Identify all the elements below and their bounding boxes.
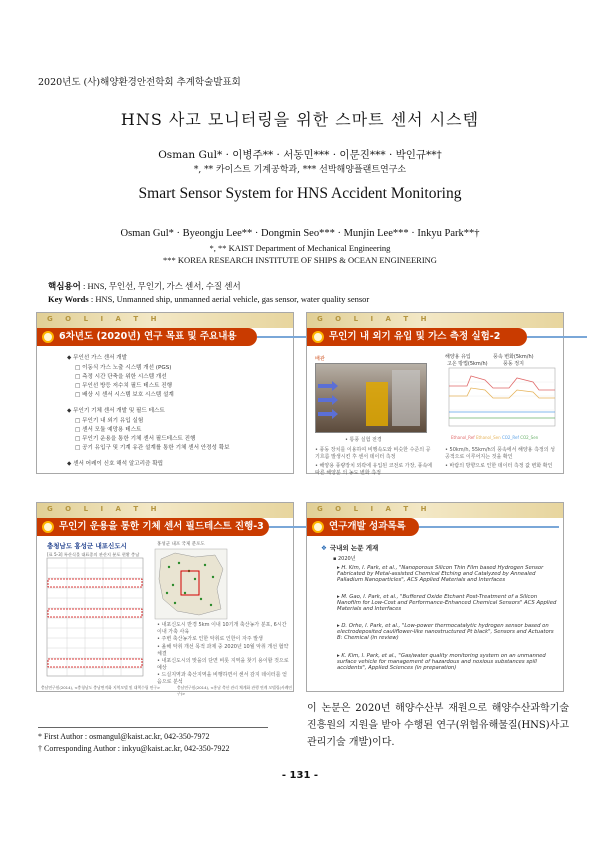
arrow-icons — [316, 364, 428, 434]
page-number: - 131 - — [281, 770, 319, 781]
affiliation-english-2: *** KOREA RESEARCH INSTITUTE OF SHIPS & OCEAN ENGINEERING — [163, 255, 437, 265]
bullet-circle-icon — [312, 331, 324, 343]
reference-item: ▸ H. Kim, I. Park, et al., "Nanoporous Silicon Thin Film based Hydrogen Sensor Fabricated by Metal-assisted Chemical Etching and Catalyzed by Annealed Palladium Nanoparticles", ACS Applied Materials and Interfaces — [337, 565, 544, 583]
footnote-first-author: * First Author : osmangul@kaist.ac.kr, 042-350-7972 — [38, 732, 210, 741]
title-korean: HNS 사고 모니터링을 위한 스마트 센서 시스템 — [120, 110, 480, 129]
slide-title: 무인기 내 외기 유입 및 가스 측정 실험-2 — [329, 331, 501, 342]
authors-korean: Osman Gul* · 이병주** · 서동민*** · 이문진*** · 박인규**† — [158, 149, 442, 161]
experiment-note: • 풍동 장치를 이용하여 비행속도와 비슷한 수준의 공기흐름 발생시킨 후 센서 데이터 측정 — [315, 447, 431, 460]
authors-english: Osman Gul* · Byeongju Lee** · Dongmin Seo*** · Munjin Lee*** · Inkyu Park**† — [120, 228, 480, 239]
slide-title-bar — [307, 518, 419, 536]
slide-banner — [37, 313, 293, 328]
pipe-label: 배관 — [315, 356, 325, 362]
sensor-response-chart — [439, 366, 559, 434]
goal-item: □ 무인기 내 외기 유입 실험 — [75, 418, 144, 424]
title-english: Smart Sensor System for HNS Accident Monitoring — [138, 185, 462, 202]
affiliation-korean: *, ** 카이스트 기계공학과, *** 선박해양플랜트연구소 — [193, 165, 407, 175]
keywords-english — [48, 294, 369, 304]
goal-item: ◆ 센서 어레이 신호 해석 알고리즘 확립 — [67, 461, 164, 467]
chart-label: 고온 방법(5km/h) — [447, 361, 488, 367]
experiment-result: • 바람의 방향으로 인한 데이터 측정 값 변화 확인 — [445, 463, 553, 469]
slide-title: 연구개발 성과목록 — [329, 521, 406, 532]
goal-item: □ 측정 시간 단축을 위한 시스템 개선 — [75, 374, 167, 380]
banner-text: G O L I A T H — [317, 505, 432, 513]
source-left: 충남연구원(2014), <충청남도 충남면적화 지역모델 및 대책수립 연구> — [41, 685, 161, 690]
footnote-divider — [38, 727, 268, 728]
slide-banner — [37, 503, 293, 518]
banner-text: G O L I A T H — [47, 315, 162, 323]
keywords-korean-text: : HNS, 무인선, 무인기, 가스 센서, 수질 센서 — [80, 281, 241, 291]
chart-label: 풍동 정지 — [503, 361, 524, 367]
goal-item: □ 센서 모듈 예망용 테스트 — [75, 427, 142, 433]
location-subtitle: 충청남도 홍성군 내포신도시 — [47, 542, 127, 550]
photo-caption: • 통풍 실험 전경 — [345, 437, 382, 443]
slide-banner — [307, 503, 563, 518]
slide-research-goals — [36, 312, 294, 474]
footnote-corresponding-author: † Corresponding Author : inkyu@kaist.ac.kr, 042-350-7922 — [38, 744, 230, 753]
chart-label: 해양용 유입 — [445, 354, 471, 360]
field-note: • 올해 악취 개선 목적 과제 중 2020년 10월 악취 개선 협약 체결 — [157, 644, 289, 657]
goal-item: □ 공기 유입구 및 기계 유관 설계를 통한 기체 센서 안정성 확보 — [75, 445, 230, 451]
slide-title: 6차년도 (2020년) 연구 목표 및 주요내용 — [59, 331, 237, 342]
goal-item: ◆ 무인기 기체 센서 개발 및 필드 테스트 — [67, 408, 165, 414]
affiliation-english-1: *, ** KAIST Department of Mechanical Engineering — [209, 243, 391, 253]
field-note: • 내포신도시 반경 5km 이내 10기개 축산농가 분포, 6시간 이내 가축 사육 — [157, 622, 287, 635]
slide-title-bar — [37, 328, 257, 346]
slide-airflow-experiment — [306, 312, 564, 474]
acknowledgement-text: 이 논문은 2020년 해양수산부 재원으로 해양수산과학기술진흥원의 지원을 받아 수행된 연구(위험유해물질(HNS)사고 관리기술 개발)이다. — [307, 703, 569, 748]
keywords-english-text: : HNS, Unmanned ship, unmanned aerial vehicle, gas sensor, water quality sensor — [88, 294, 370, 304]
bullet-circle-icon — [42, 521, 54, 533]
map-label: 홍성군 내포 국제 분포도 — [157, 542, 205, 547]
field-note: • 주변 축산농가로 인한 악취로 인한이 자주 발생 — [157, 636, 263, 642]
chart-legend: Ethanol_Ref Ethanol_Sen CO2_Ref CO2_Sen — [451, 435, 539, 440]
source-right: 충남연구원(2014), <홍남 축산 관리 체계화 관행 연계 모델링(사례연구)> — [177, 685, 292, 696]
goal-item: □ 이동식 가스 노출 시스템 개선 (PGS) — [75, 365, 172, 371]
table-caption: [표 5-3] 특산식물 대표종의 관산지 분포 현황 충남 — [47, 552, 140, 557]
reference-item: ▸ K. Kim, I. Park, et al., "Gas/water quality monitoring system on an unmanned surface vehicle for management of hazardous and noxious substances spill accidents", Applied Sciences (in preparation) — [337, 653, 546, 671]
experiment-note: • 해양용 풍량장치 외곽에 유입된 코전로 가장, 풍속에 따른 해양분 의 농도 변화 측정 — [315, 463, 433, 476]
wind-tunnel-photo — [315, 363, 427, 433]
goal-item: □ 무인선 방등 저수치 필드 테스트 진행 — [75, 383, 173, 389]
keywords-korean-label: 핵심용어 — [48, 281, 81, 291]
experiment-result: • 50km/h, 55km/h의 풍속에서 해양용 측정의 성공적으로 이루어지는 것을 확인 — [445, 447, 556, 460]
slide-banner — [307, 313, 563, 328]
reference-item: ▸ D. Orhe, I. Park, et al., "Low-power thermocatalytic hydrogen sensor based on electrodeposited cauliflower-like nanostructured Pt black", Sensors and Actuators B: Chemical (in review) — [337, 623, 554, 641]
region-map — [155, 549, 227, 619]
slide-title-bar — [37, 518, 269, 536]
bullet-circle-icon — [42, 331, 54, 343]
publications-heading: ❖ 국내외 논문 게재 — [321, 544, 379, 552]
slide-field-test — [36, 502, 294, 696]
field-note: • 내포신도시의 맞을의 단면 비롯 지역을 찾기 용이할 것으로 예상 — [157, 658, 289, 671]
keywords-english-label: Key Words — [48, 294, 89, 304]
livestock-table — [47, 558, 143, 676]
chart-label: 풍속 변화(5km/h) — [493, 354, 534, 360]
publications-year: ▪ 2020년 — [333, 556, 356, 562]
goal-item: □ 배상 시 센서 시스템 보호 시스템 설계 — [75, 392, 174, 398]
keywords-korean — [48, 280, 241, 292]
slide-title-bar — [307, 328, 527, 346]
bullet-circle-icon — [312, 521, 324, 533]
slide-publications — [306, 502, 564, 692]
goal-item: □ 무인기 운용을 통한 기체 센서 필드테스트 진행 — [75, 436, 196, 442]
goal-item: ◆ 무인선 가스 센서 개발 — [67, 355, 128, 361]
banner-text: G O L I A T H — [47, 505, 162, 513]
field-note: • 드실지역과 축산지역을 비행하면서 센서 감지 데이터를 얻음으로 분석 — [157, 672, 288, 685]
slide-title: 무인기 운용을 통한 기체 센서 필드테스트 진행-3 — [59, 521, 264, 532]
proceedings-header: 2020년도 (사)해양환경안전학회 추계학술발표회 — [38, 77, 241, 88]
banner-text: G O L I A T H — [317, 315, 432, 323]
reference-item: ▸ M. Gao, I. Park, et al., "Buffered Oxide Etchant Post-Treatment of a Silicon Nanofilm for Low-Cost and Performance-Enhanced Chemical Sensors" ACS Applied Materials and Interfaces — [337, 594, 557, 612]
